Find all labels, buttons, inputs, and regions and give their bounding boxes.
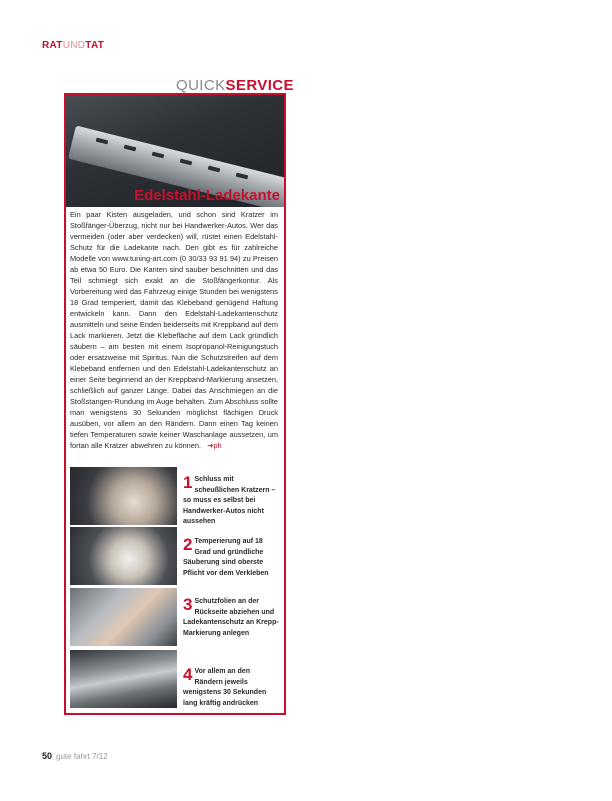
magazine-issue: gute fahrt 7/12: [56, 752, 108, 761]
page-number: 50: [42, 751, 53, 761]
header-rat: RAT: [42, 40, 63, 51]
article-body: [70, 209, 278, 451]
step-4-photo: [70, 650, 177, 708]
section-header: [42, 40, 104, 51]
step-number: 2: [183, 535, 193, 554]
step-number: 4: [183, 665, 193, 684]
step-2-caption: [183, 537, 279, 579]
article-title: Edelstahl-Ladekante: [134, 187, 280, 204]
author-initials: ph: [213, 441, 222, 450]
quickservice-label: [176, 77, 294, 94]
step-text: Vor allem an den Rändern jeweils wenigstens 30 Sekunden lang kräftig andrücken: [183, 668, 267, 707]
quickservice-suffix: SERVICE: [225, 77, 294, 94]
quickservice-prefix: QUICK: [176, 77, 226, 94]
step-3-caption: [183, 597, 279, 639]
author-mark: ➜ph: [203, 441, 222, 450]
step-text: Schutzfolien an der Rückseite abziehen und Ladekantenschutz an Krepp-Markierung anlegen: [183, 598, 279, 637]
step-3-photo: [70, 588, 177, 646]
article-body-text: Ein paar Kisten ausgeladen, und schon sind Kratzer im Stoßfänger-Überzug, nicht nur bei Handwerker-Autos. Wer das vermeiden (oder aber verdecken) will, rüstet einen Edelstahl-Schutz für die Ladekante nach. Den gibt es für zahlreiche Modelle von www.tuning-art.com (0 30/33 93 91 94) zu Preisen ab etwa 50 Euro. Die Kanten sind sauber beschnitten und das Teil schmiegt sich exakt an die Stoßfängerkontur. Als Vorbereitung wird das Fahrzeug einige Stunden bei wenigstens 18 Grad temperiert, damit das Klebeband genügend Haftung entwickeln kann. Dann den Edelstahl-Ladekantenschutz ausmitteln und seine Enden beiderseits mit Kreppband auf dem Lack markieren. Jetzt die Klebefläche auf dem Lack gründlich säubern – am besten mit einem Isopropanol-Reinigungstuch oder ersatzweise mit Spiritus. Nun die Schutzstreifen auf dem Klebeband entfernen und den Edelstahl-Ladekantenschutz an einer Seite beginnend an der Kreppband-Markierung ansetzen, schließlich auf ganzer Länge. Dabei das Anschmiegen an die Stoßstangen-Rundung im Auge behalten. Zum Abschluss sollte man wenigstens 30 Sekunden möglichst flächigen Druck ausüben, vor allem an den Rändern. Dann einen Tag keinen tiefen Temperaturen sowie keiner Waschanlage aussetzen, um fortan alle Kratzer abwehren zu können.: [70, 210, 278, 450]
step-number: 1: [183, 473, 193, 492]
header-tat: TAT: [85, 40, 105, 51]
step-text: Temperierung auf 18 Grad und gründliche Säuberung sind oberste Pflicht vor dem Verkleben: [183, 538, 269, 577]
step-4-caption: [183, 667, 279, 709]
step-text: Schluss mit scheußlichen Kratzern – so muss es selbst bei Handwerker-Autos nicht aussehen: [183, 476, 276, 525]
step-number: 3: [183, 595, 193, 614]
page-footer: [42, 751, 108, 761]
step-2-photo: [70, 527, 177, 585]
step-1-photo: [70, 467, 177, 525]
step-1-caption: [183, 475, 279, 528]
header-und: UND: [62, 40, 86, 51]
